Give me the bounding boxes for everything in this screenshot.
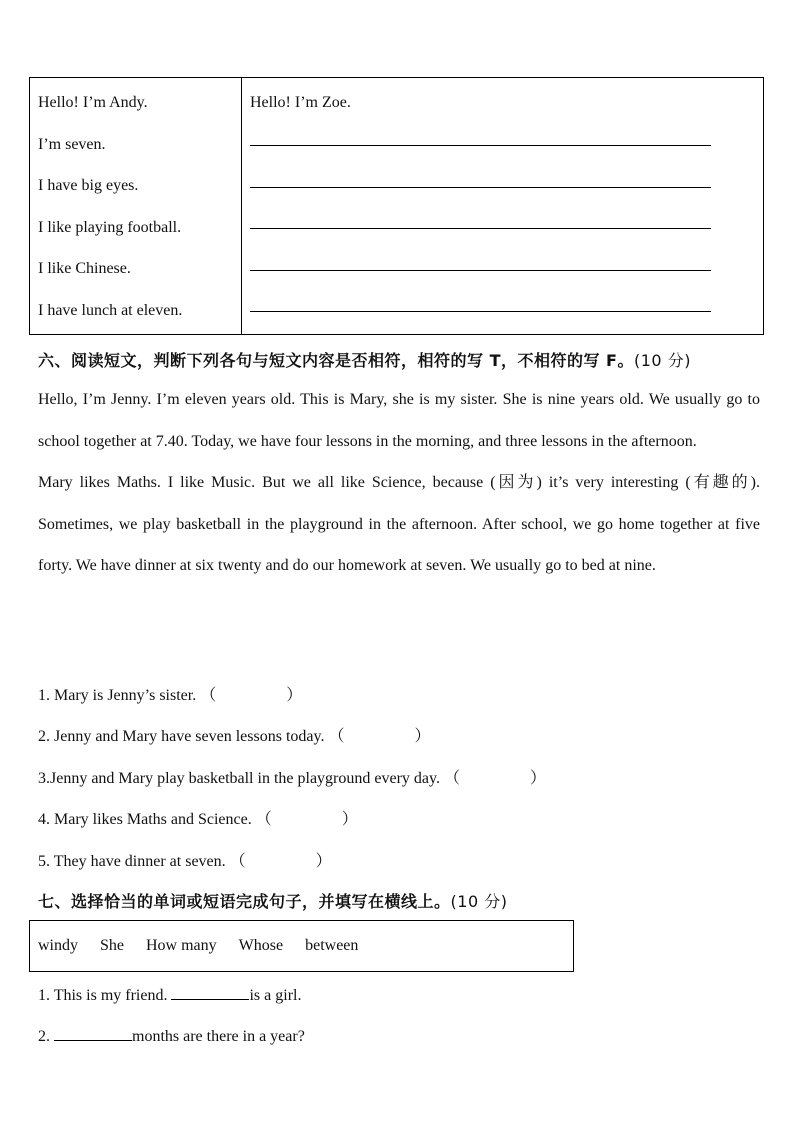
- andy-line: I like Chinese.: [38, 260, 131, 278]
- word-bank: [29, 920, 574, 972]
- sentence-suffix: is a girl.: [249, 987, 302, 1004]
- paren-close: ）: [286, 687, 303, 704]
- paren-open: （: [229, 853, 246, 870]
- zoe-column: [242, 78, 763, 334]
- answer-line[interactable]: [250, 229, 711, 271]
- sentence-prefix: 1. This is my friend.: [38, 987, 172, 1004]
- paren-open: （: [328, 728, 345, 745]
- fill-blank[interactable]: [54, 1026, 132, 1041]
- answer-line[interactable]: [250, 114, 711, 146]
- section-6-title: [38, 348, 691, 371]
- question-text: 3.Jenny and Mary play basketball in the playground every day.: [38, 770, 440, 787]
- question-item: [38, 765, 546, 788]
- andy-line: I have lunch at eleven.: [38, 301, 183, 319]
- paren-open: （: [255, 811, 272, 828]
- passage-paragraph: Hello, I’m Jenny. I’m eleven years old. This is Mary, she is my sister. She is nine years old. We usually go to school together at 7.40. Today, we have four lessons in the morning, and three lessons in the afternoon.: [38, 391, 760, 450]
- fill-blank[interactable]: [171, 985, 249, 1000]
- word-option: windy: [38, 937, 78, 954]
- reading-passage: [38, 379, 760, 587]
- section-6-heading: 六、阅读短文，判断下列各句与短文内容是否相符，相符的写 T，不相符的写 F。: [38, 351, 634, 370]
- word-option: between: [305, 937, 359, 954]
- fill-sentence: [38, 1026, 305, 1046]
- zoe-header: Hello! I’m Zoe.: [250, 94, 351, 111]
- question-text: 4. Mary likes Maths and Science.: [38, 811, 252, 828]
- sentence-suffix: months are there in a year?: [132, 1028, 305, 1045]
- word-option: Whose: [238, 937, 284, 954]
- sentence-prefix: 2.: [38, 1028, 54, 1045]
- answer-line[interactable]: [250, 188, 711, 230]
- answer-line[interactable]: [250, 271, 711, 313]
- word-option: How many: [146, 937, 217, 954]
- paren-open: （: [443, 770, 460, 787]
- word-option: She: [100, 937, 124, 954]
- paren-close: ）: [315, 853, 332, 870]
- andy-line: I have big eyes.: [38, 177, 139, 195]
- paren-close: ）: [341, 811, 358, 828]
- passage-paragraph: Mary likes Maths. I like Music. But we all like Science, because (因为) it’s very interesting (有趣的). Sometimes, we play basketball in the playground in the afternoon. After school, we go home together at five forty. We have dinner at six twenty and do our homework at seven. We usually go to bed at nine.: [38, 474, 760, 575]
- question-item: [38, 848, 332, 871]
- answer-line[interactable]: [250, 146, 711, 188]
- section-7-heading: 七、选择恰当的单词或短语完成句子，并填写在横线上。: [38, 892, 451, 911]
- intro-table: [29, 77, 764, 335]
- paren-open: （: [200, 687, 217, 704]
- question-text: 2. Jenny and Mary have seven lessons today.: [38, 728, 325, 745]
- question-item: [38, 723, 430, 746]
- question-text: 1. Mary is Jenny’s sister.: [38, 687, 197, 704]
- andy-line: Hello! I’m Andy.: [38, 94, 148, 111]
- andy-line: I like playing football.: [38, 218, 182, 236]
- section-6-score: (10 分): [634, 351, 691, 370]
- andy-line: I’m seven.: [38, 135, 106, 153]
- section-7-title: [38, 889, 507, 912]
- andy-column: [30, 78, 242, 334]
- fill-sentence: [38, 985, 301, 1005]
- section-7-score: (10 分): [450, 892, 508, 911]
- question-item: [38, 682, 302, 705]
- question-text: 5. They have dinner at seven.: [38, 853, 226, 870]
- paren-close: ）: [529, 770, 546, 787]
- question-item: [38, 806, 358, 829]
- paren-close: ）: [414, 728, 431, 745]
